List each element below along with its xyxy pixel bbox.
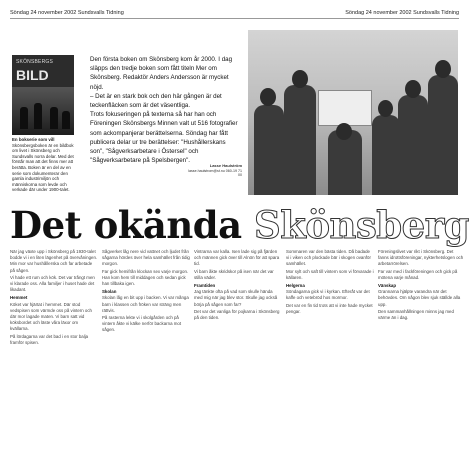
article-column — [102, 249, 190, 464]
body-paragraph: Vintrarna var kalla. Isen lade sig på fjärden och männen gick över till Alnön för att spara tid. — [194, 249, 280, 267]
article-columns — [10, 249, 469, 469]
body-paragraph: Mor sylt och saft till vintern som vi förvarade i källaren. — [286, 268, 374, 280]
book-cover-image — [12, 55, 74, 135]
page-header-right: Söndag 24 november 2002 Sundsvalls Tidning — [345, 10, 459, 16]
lead-paragraph: – Det är en stark bok och den här gången är det teckenfläcken som är det väsentliga. — [90, 92, 222, 110]
headline — [10, 205, 469, 245]
subheading: Framtiden — [194, 283, 216, 289]
body-paragraph: Det var en fin tid trots att vi inte hade mycket pengar. — [286, 302, 373, 314]
book-caption — [12, 137, 76, 193]
byline — [187, 164, 242, 178]
body-paragraph: Köket var hjärtat i hemmet. Där stod vedspisen som värmde oss på vintern och där mor lagade maten. Vi barn satt vid köksbordet och läste våra läxor om kvällarna. — [10, 301, 92, 332]
book-cover-title: BILD — [16, 67, 49, 83]
caption-text: Skönsbergsboken är en bildbok om livet i Skönsberg och Sundsvalls norra delar. Med det förstår man att det finns mer att berätta. Boken är en del av en serie som dokumenterar den gamla industrimiljön och människorna som levde och verkade där under 1900-talet. — [12, 142, 74, 193]
headline-part1: Det okända — [10, 203, 255, 247]
body-paragraph: Sågverket låg nere vid vattnet och ljudet från sågarna hördes över hela samhället från tidig morgon. — [102, 249, 190, 267]
body-paragraph: På lördagarna var det bad i en stor balja framför spisen. — [10, 333, 89, 345]
article-column — [10, 249, 98, 464]
body-paragraph: Skolan låg en bit upp i backen. Vi var många barn i klassen och fröken var sträng men rättvis. — [102, 295, 189, 313]
book-cover-photo — [12, 87, 74, 135]
lead-paragraph: Trots fokuseringen på texterna så har han och Föreningen Skönsbergs Minnen valt ut 516 fotografier som ackompanjerar berättelserna. Söndag har fått publicera delar ur tre berättelser: "Hushållerskans son", "Sågverksarbetare i Östersel" och "Sågverksarbetare på Spelsbergen". — [90, 111, 238, 165]
body-paragraph: Jag tänkte ofta på vad som skulle hända med mig när jag blev stor. Skulle jag också börja på sågen som far? — [194, 289, 278, 307]
page-header-left: Söndag 24 november 2002 Sundsvalls Tidning — [10, 10, 124, 16]
subheading: Vänskap — [378, 283, 397, 289]
historic-group-photo — [248, 30, 458, 195]
byline-name: Lasse Haulström — [209, 163, 242, 168]
lead-text — [90, 55, 240, 165]
body-paragraph: Sommaren var den bästa tiden. Då badade vi i viken och plockade bär i skogen ovanför samhället. — [286, 249, 371, 267]
body-paragraph: Far var med i fackföreningen och gick på mötena varje månad. — [378, 268, 458, 280]
article-column — [194, 249, 282, 464]
body-paragraph: Vi hade ett rum och kök. Det var trångt men vi klarade oss. Alla familjer i huset hade det likadant. — [10, 274, 95, 293]
byline-info: lasse.haulstrom@st.nu 060-19 71 00 — [188, 168, 242, 177]
body-paragraph: Den sammanhållningen minns jag med värme än i dag. — [378, 308, 454, 321]
body-paragraph: Föreningslivet var rikt i Skönsberg. Det fanns idrottsföreningar, nykterhetslogen och arbetarrörelsen. — [378, 249, 464, 267]
subheading: Hemmet — [10, 295, 28, 301]
body-paragraph: Grannarna hjälpte varandra när det behövdes. Om någon blev sjuk ställde alla upp. — [378, 289, 461, 307]
body-paragraph: Söndagarna gick vi i kyrkan. Efteråt var det kaffe och vetebröd hos mormor. — [286, 289, 370, 301]
body-paragraph: Det var det vanliga för pojkarna i Skönsberg på den tiden. — [194, 308, 280, 321]
subheading: Helgerna — [286, 283, 305, 289]
lead-paragraph: Den första boken om Skönsberg kom år 2000. I dag släpps den tredje boken som fått titeln Mer om Skönsberg. Redaktör Anders Andersson är mycket nöjd. — [90, 56, 233, 91]
body-paragraph: På rasterna lekte vi i skolgården och på vintern åkte vi kälke nerför backarna mot sågen. — [102, 315, 182, 333]
headline-part2: Skönsberg — [254, 203, 469, 247]
body-paragraph: Vi barn åkte skridskor på isen när det var stilla väder. — [194, 268, 274, 280]
book-cover-title-top: SKÖNSBERGS — [16, 59, 54, 65]
caption-lead: En bokserie som vill — [12, 137, 55, 142]
body-paragraph: När jag växte upp i Skönsberg på 1930-talet bodde vi i en liten lägenhet på övervåningen. Min mor var hushållerska och far arbetade på sågen. — [10, 249, 98, 273]
photo-banner — [318, 90, 372, 126]
article-column — [378, 249, 464, 464]
body-paragraph: Far gick hemifrån klockan sex varje morgon. Han kom hem till middagen och sedan gick han tillbaka igen. — [102, 268, 189, 287]
article-column — [286, 249, 374, 464]
subheading: Skolan — [102, 289, 117, 295]
header-rule — [10, 18, 459, 19]
